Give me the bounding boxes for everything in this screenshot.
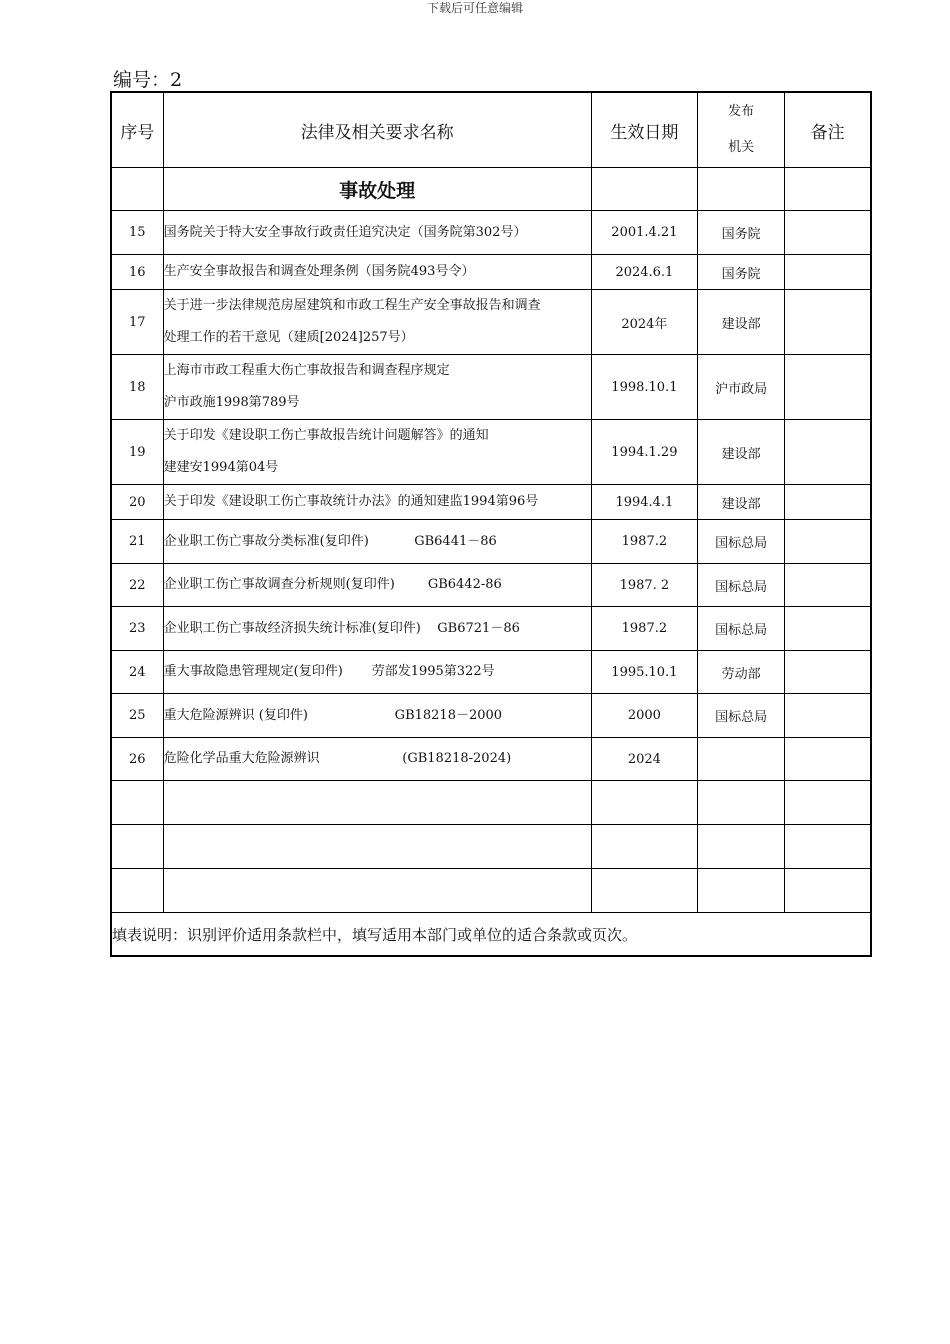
row-name <box>163 651 591 694</box>
row-note <box>785 694 871 738</box>
row-org: 国标总局 <box>698 694 785 738</box>
row-seq: 16 <box>111 255 163 290</box>
table-row <box>111 255 871 290</box>
row-seq: 25 <box>111 694 163 738</box>
section-org-cell <box>698 168 785 211</box>
row-name-line: 企业职工伤亡事故调查分析规则(复印件) GB6442-86 <box>163 577 502 592</box>
row-seq: 26 <box>111 738 163 781</box>
section-note-cell <box>785 168 871 211</box>
row-date: 2024年 <box>591 290 697 355</box>
empty-cell <box>698 781 785 825</box>
row-org: 建设部 <box>698 420 785 485</box>
table-row <box>111 290 871 355</box>
table-row <box>111 520 871 564</box>
row-name <box>163 564 591 607</box>
row-org: 国标总局 <box>698 520 785 564</box>
row-name-line: 建建安1994第04号 <box>163 460 279 475</box>
row-note <box>785 355 871 420</box>
watermark: 下载后可任意编辑 <box>426 1 523 15</box>
table-row <box>111 211 871 255</box>
row-org: 国标总局 <box>698 607 785 651</box>
row-note <box>785 564 871 607</box>
row-note <box>785 290 871 355</box>
row-org <box>698 738 785 781</box>
row-name-line: 处理工作的若干意见（建质[2024]257号） <box>163 330 414 345</box>
empty-cell <box>591 869 697 913</box>
empty-cell <box>785 825 871 869</box>
empty-cell <box>591 825 697 869</box>
table-row <box>111 607 871 651</box>
row-name-line: 企业职工伤亡事故分类标准(复印件) GB6441－86 <box>163 533 497 549</box>
row-org: 国务院 <box>698 255 785 290</box>
row-name-line: 国务院关于特大安全事故行政责任追究决定（国务院第302号） <box>163 224 527 240</box>
header-date: 生效日期 <box>591 92 697 168</box>
row-name-line: 关于印发《建设职工伤亡事故报告统计问题解答》的通知 <box>163 428 489 443</box>
row-date: 2000 <box>591 694 697 738</box>
empty-cell <box>111 781 163 825</box>
row-seq: 23 <box>111 607 163 651</box>
table-row <box>111 738 871 781</box>
table-row <box>111 694 871 738</box>
row-date: 1994.4.1 <box>591 485 697 520</box>
table-body <box>111 211 871 913</box>
footer-note: 填表说明：识别评价适用条款栏中，填写适用本部门或单位的适合条款或页次。 <box>111 913 871 957</box>
header-org-line1: 发布 <box>728 104 755 119</box>
empty-cell <box>698 825 785 869</box>
row-seq: 22 <box>111 564 163 607</box>
row-note <box>785 485 871 520</box>
row-seq: 19 <box>111 420 163 485</box>
regulations-table <box>110 91 872 957</box>
row-note <box>785 255 871 290</box>
row-date: 1998.10.1 <box>591 355 697 420</box>
row-name <box>163 607 591 651</box>
header-seq: 序号 <box>111 92 163 168</box>
row-date: 1994.1.29 <box>591 420 697 485</box>
row-note <box>785 420 871 485</box>
row-date: 2001.4.21 <box>591 211 697 255</box>
section-row <box>111 168 871 211</box>
row-name <box>163 255 591 290</box>
row-name <box>163 290 591 355</box>
table-row <box>111 485 871 520</box>
table-row <box>111 420 871 485</box>
empty-cell <box>163 869 591 913</box>
row-name <box>163 738 591 781</box>
row-seq: 21 <box>111 520 163 564</box>
row-org: 国务院 <box>698 211 785 255</box>
empty-cell <box>111 869 163 913</box>
row-date: 2024 <box>591 738 697 781</box>
row-org: 建设部 <box>698 290 785 355</box>
row-name <box>163 355 591 420</box>
row-name-line: 重大事故隐患管理规定(复印件) 劳部发1995第322号 <box>163 664 495 679</box>
row-note <box>785 607 871 651</box>
row-seq: 20 <box>111 485 163 520</box>
row-name <box>163 485 591 520</box>
row-name <box>163 420 591 485</box>
row-name-line: 重大危险源辨识 (复印件) GB18218－2000 <box>163 707 503 723</box>
section-title: 事故处理 <box>163 168 591 211</box>
table-row <box>111 355 871 420</box>
empty-row <box>111 869 871 913</box>
document-number: 编号：2 <box>113 69 183 91</box>
row-date: 1995.10.1 <box>591 651 697 694</box>
section-seq-cell <box>111 168 163 211</box>
row-name <box>163 694 591 738</box>
row-seq: 18 <box>111 355 163 420</box>
empty-cell <box>785 781 871 825</box>
row-name-line: 危险化学品重大危险源辨识 (GB18218-2024) <box>163 751 512 766</box>
row-date: 2024.6.1 <box>591 255 697 290</box>
header-name: 法律及相关要求名称 <box>163 92 591 168</box>
row-name-line: 生产安全事故报告和调查处理条例（国务院493号令） <box>163 264 475 279</box>
header-org-line2: 机关 <box>728 140 755 155</box>
row-name-line: 关于印发《建设职工伤亡事故统计办法》的通知建监1994第96号 <box>163 494 539 509</box>
empty-cell <box>698 869 785 913</box>
row-seq: 24 <box>111 651 163 694</box>
row-date: 1987.2 <box>591 520 697 564</box>
empty-row <box>111 825 871 869</box>
empty-row <box>111 781 871 825</box>
table-row <box>111 651 871 694</box>
footer-row <box>111 913 871 957</box>
row-note <box>785 211 871 255</box>
empty-cell <box>111 825 163 869</box>
empty-cell <box>163 781 591 825</box>
header-note: 备注 <box>785 92 871 168</box>
section-date-cell <box>591 168 697 211</box>
row-date: 1987. 2 <box>591 564 697 607</box>
row-name-line: 沪市政施1998第789号 <box>163 395 300 410</box>
row-note <box>785 651 871 694</box>
row-org: 建设部 <box>698 485 785 520</box>
row-seq: 17 <box>111 290 163 355</box>
table-header-row <box>111 92 871 168</box>
row-name-line: 关于进一步法律规范房屋建筑和市政工程生产安全事故报告和调查 <box>163 298 541 313</box>
row-org: 国标总局 <box>698 564 785 607</box>
row-note <box>785 738 871 781</box>
header-org <box>698 92 785 168</box>
row-seq: 15 <box>111 211 163 255</box>
row-name-line: 企业职工伤亡事故经济损失统计标准(复印件) GB6721－86 <box>163 620 520 636</box>
table-row <box>111 564 871 607</box>
empty-cell <box>591 781 697 825</box>
row-note <box>785 520 871 564</box>
row-name <box>163 520 591 564</box>
row-org: 劳动部 <box>698 651 785 694</box>
empty-cell <box>785 869 871 913</box>
row-date: 1987.2 <box>591 607 697 651</box>
empty-cell <box>163 825 591 869</box>
row-org: 沪市政局 <box>698 355 785 420</box>
row-name <box>163 211 591 255</box>
row-name-line: 上海市市政工程重大伤亡事故报告和调查程序规定 <box>163 363 450 378</box>
